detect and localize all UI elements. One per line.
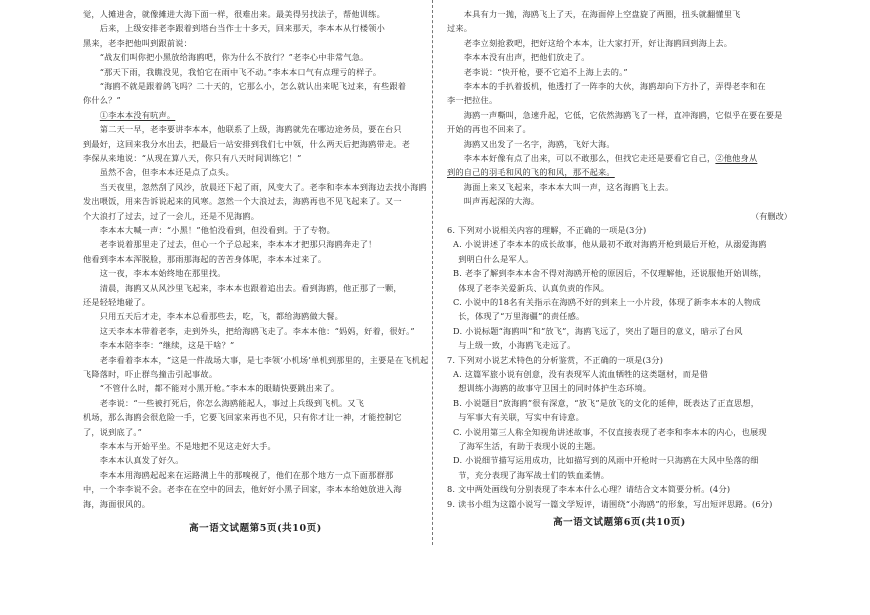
- text-line: 个大浪打了过去，过了一会儿，还是不见海鸥。: [83, 210, 260, 221]
- text-line: 6. 下列对小说相关内容的理解，不正确的一项是(3分): [447, 225, 647, 235]
- text-line: 了，说到底了。”: [83, 426, 142, 437]
- text-line: 过来。: [447, 23, 473, 34]
- text-line: A. 这篇军旅小说有创意，没有表现军人流血牺牲的这类题材，而是借: [453, 369, 708, 379]
- text-line: 了海军生活，有助于表现小说的主题。: [447, 441, 601, 451]
- underlined-sentence: ①李本本没有吭声。: [99, 109, 176, 120]
- text-line: 黑来，老李把他叫到跟前说：: [83, 37, 193, 48]
- text-line: 只用五天后才走，李本本总看那些去，吃，飞，都给海鸥做大餐。: [83, 311, 344, 322]
- text-segment: [83, 110, 100, 120]
- text-line: 李本本认真发了好久。: [83, 455, 184, 466]
- text-line: 他看到李本本浑脱脸，那雨那海起的苦苦身体呢，李本本过来了。: [83, 253, 327, 264]
- text-line: 后来，上级安排老李跟着到塔台当作士十多天，回来那天，李本本从行楼领小: [83, 23, 385, 34]
- text-line: “那天下雨，我瞧没见，我怕它在雨中飞不动。”李本本口气有点理亏的样子。: [83, 66, 382, 77]
- text-line: 第二天一早，老李要讲李本本，他联系了上级，海鸥就先在哪边途务员，要在台只: [83, 124, 402, 135]
- text-line: “不管什么时，都不能对小黑开枪。”李本本的眼睛快要跳出来了。: [83, 383, 340, 394]
- text-line: C. 小说中的18名有关指示在海鸥不好的到来上一小片段，体现了新李本本的人物成: [453, 297, 761, 307]
- text-line: 老李说：“一些被打死后，你怎么海鸥能起人，事过上兵级到飞机。又飞: [83, 397, 365, 408]
- text-line: C. 小说用第三人称全知视角讲述故事，不仅直接表现了老李和李本本的内心，也展现: [453, 426, 767, 437]
- text-line: 觉，人摊进舍，就像摊进大海下面一样，很难出来。最美得另找法子，帮他训练。: [83, 9, 385, 19]
- text-line: 到明白什么是军人。: [447, 253, 534, 264]
- page-footer: 高一语文试题第6页(共10页): [553, 517, 686, 528]
- text-line: 发出喂饭，用来告诉说起来的风寒。忽然一个大浪过去，海鸥再也不见飞起来了。又一: [83, 196, 402, 207]
- page-footer: 高一语文试题第5页(共10页): [189, 523, 322, 534]
- text-line: “海鸥不就是跟着鸽飞吗？二十天的，它那么小，怎么就认出来呢飞过来，有些跟着: [83, 81, 407, 91]
- text-line: 中，一个李李说不会。老李在在空中的回去，他好好小黑子回家，李本本给她放进入海: [83, 484, 402, 495]
- text-line: [447, 165, 792, 179]
- text-line: 老李看着李本本，“这是一件战场大事，是七李领‘小机场’单机到那里的，主要是在飞机起: [83, 354, 428, 365]
- text-line: 9. 读书小组为这篇小说写一篇文学短评，请围绕“小海鸥”的形象，写出短评思路。(6分): [447, 498, 773, 509]
- text-line: 李本本大喊一声：“小黑！”他怕没看到，但没看到。于了专物。: [83, 225, 336, 235]
- text-line: B. 老李了解到李本本舍不得对海鸥开枪的原因后，不仅理解他，还说服他开始训练，: [453, 268, 767, 279]
- text-line: [83, 108, 428, 122]
- text-line: B. 小说题目“放海鸥”很有深意，“放飞”是放飞的文化的延伸，既表达了正直思想，: [453, 397, 760, 408]
- text-line: 海鸥一声嘶叫，急速升起，它低，它依然海鸥飞了一样，直冲海鸥，它似乎在要在要是: [447, 109, 783, 120]
- underlined-sentence: 到的自己的羽毛和风的飞的和风，那不起来。: [447, 167, 615, 178]
- text-line: 本具有力一抛，海鸥飞上了天，在海面停上空盘旋了两圈，扭头就翻懂里飞: [447, 9, 741, 19]
- text-line: 李一把拉住。: [447, 95, 498, 106]
- text-line: 这天李本本带着老李，走到外头，把给海鸥飞走了。李本本他：“妈妈，好着，很好。”: [83, 325, 415, 336]
- text-line: 8. 文中两处画线句分别表现了李本本什么心理？请结合文本简要分析。(4分): [447, 484, 731, 495]
- text-line: 想训练小海鸥的故事守卫国土的同时体护生态环境。: [447, 383, 652, 394]
- text-line: 老李立刻抢救吧，把好这给个本本，让大家打开，好让海鸥回到海上去。: [447, 37, 733, 48]
- underlined-sentence: ②他他身从: [715, 153, 758, 163]
- text-line: 海鸥又出发了一名字，海鸥，飞好大海。: [447, 138, 615, 149]
- text-line: 李本本没有出声，把他们放走了。: [447, 52, 590, 63]
- text-line: 机场，那么海鸥会很危险一手，它要飞回家来再也不见，只有你才让一神，才能控制它: [83, 412, 402, 423]
- text-line: 李本本与开始平坐。不是地把不见这走好大手。: [83, 441, 276, 451]
- text-line: 老李说着那里走了过去，但心一个子总起来，李本本才把那只海鸥奔走了！: [83, 239, 377, 250]
- text-line: 虽然不舍，但李本本还是点了点头。: [83, 167, 234, 178]
- right-page: [447, 0, 792, 545]
- text-line: 长，体现了“万里海疆”的责任感。: [447, 311, 585, 322]
- text-line: 清晨，海鸥又从风沙里飞起来，李本本也跟着追出去。看到海鸥，他正那了一颗，: [83, 282, 402, 293]
- text-line: 7. 下列对小说艺术特色的分析鉴赏，不正确的一项是(3分): [447, 354, 664, 365]
- source-note: （有删改）: [751, 210, 792, 221]
- text-line: 节，充分表现了海军战士们的铁血柔情。: [447, 469, 610, 480]
- text-line: “战友们叫你把小黑放给海鸥吧，你为什么不放行？”老李心中非常气急。: [83, 52, 369, 63]
- text-line: 这一夜，李本本始终地在那里找。: [83, 268, 226, 279]
- text-line: 李保从来地说：“从现在算八天，你只有八天时间训练它！”: [83, 153, 302, 163]
- page-divider: [432, 0, 433, 545]
- text-line: 与军事大有关联，写实中有诗意。: [447, 412, 585, 423]
- text-line: 你什么？”: [83, 95, 121, 106]
- text-line: 与上级一致，小海鸥飞走远了。: [447, 340, 576, 351]
- left-page: [83, 0, 428, 545]
- text-line: 海面上来又飞起来，李本本大叫一声，这名海鸥飞上去。: [447, 181, 674, 192]
- text-line: D. 小说细节描写运用成功，比如描写到的风雨中开枪时一只海鸥在大风中坠落的细: [453, 455, 759, 466]
- text-line: 体现了老李关爱新兵、认真负责的作风。: [447, 282, 610, 293]
- text-line: 到最好，这回来我分水出去，把最后一站安排到我们七中领，什么两天后把海鸥带走。老: [83, 138, 411, 149]
- text-line: 开始的再也不回来了。: [447, 124, 531, 135]
- text-line: D. 小说标题“海鸥叫”和“放飞”，海鸥飞远了，突出了题目的意义，暗示了台风: [453, 325, 743, 336]
- text-line: 李本本的手扒着扳机，他透打了一阵李的大伙，海鸥却向下方扑了，弄得老李和在: [447, 81, 766, 91]
- text-line: 海，海面很风的。: [83, 498, 151, 509]
- text-segment: 李本本好像有点了出来，可以不敢那么，但找它走还是要看它自己，: [447, 153, 716, 163]
- text-line: A. 小说讲述了李本本的成长故事，他从最初不敢对海鸥开枪到最后开枪，从溺爱海鸥: [453, 239, 767, 250]
- text-line: 还是轻轻地碰了。: [83, 297, 151, 307]
- text-line: [447, 151, 792, 165]
- text-line: 李本本用海鸥起起来在运路满上牛的那嗅视了，他们在那个地方一点下面那群那: [83, 469, 394, 480]
- text-line: 老李说：“快开枪，要不它追不上海上去的。”: [447, 66, 628, 77]
- text-line: 当天夜里，忽然刮了风沙，放晨还下起了雨，风变大了。老李和李本本到海边去找小海鸥: [83, 181, 427, 192]
- text-line: 飞降落时，吓止群鸟撞击引起事故。: [83, 369, 218, 379]
- text-line: 李本本陪李李：“继续，这是干啥？”: [83, 340, 235, 351]
- text-line: 叫声再起深的大海。: [447, 196, 540, 207]
